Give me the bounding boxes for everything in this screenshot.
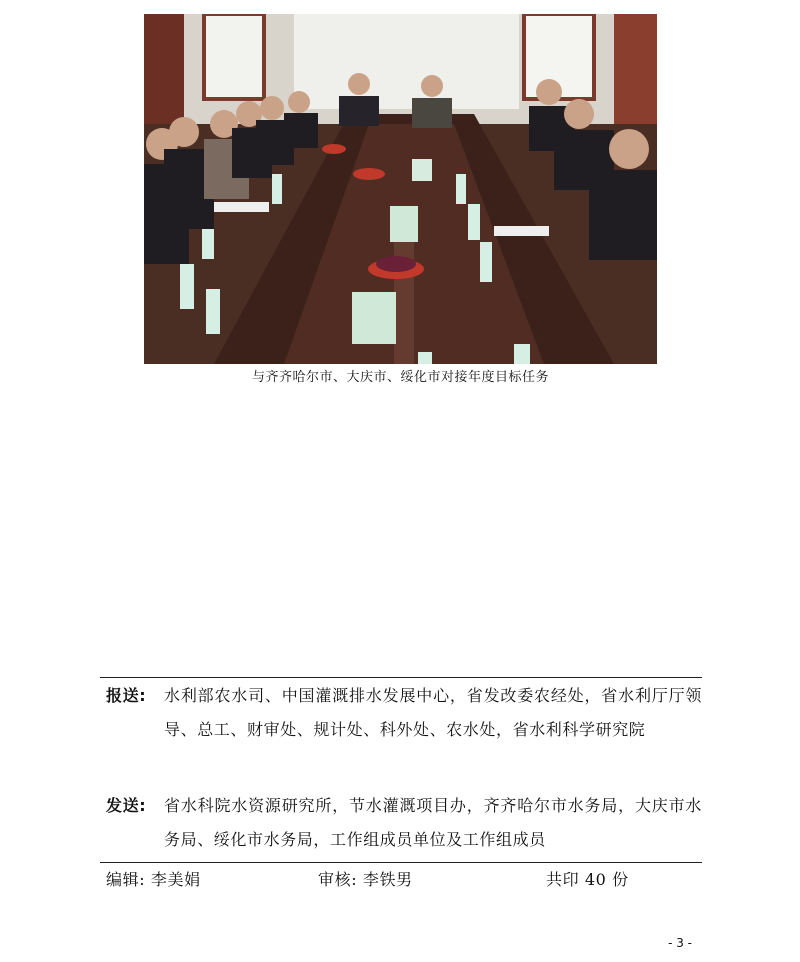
- top-divider: [100, 677, 702, 678]
- send-to-recipients: 省水科院水资源研究所，节水灌溉项目办，齐齐哈尔市水务局，大庆市水务局、绥化市水务局，工作组成员单位及工作组成员: [164, 796, 702, 849]
- reviewer-credit: 审核: 李铁男: [318, 870, 413, 889]
- report-to-recipients: 水利部农水司、中国灌溉排水发展中心，省发改委农经处，省水利厅厅领导、总工、财审处、规计处、科外处、农水处，省水利科学研究院: [164, 686, 702, 739]
- meeting-photo: [144, 14, 657, 364]
- send-to-label: 发送:: [106, 796, 147, 815]
- report-to-section: [106, 679, 702, 747]
- send-to-section: [106, 789, 702, 857]
- footer-credits: [106, 866, 702, 894]
- meeting-photo-illustration: [144, 14, 657, 364]
- bottom-divider: [100, 862, 702, 863]
- report-to-label: 报送:: [106, 686, 147, 705]
- photo-caption: 与齐齐哈尔市、大庆市、绥化市对接年度目标任务: [251, 370, 549, 385]
- print-count: 共印 40 份: [546, 870, 629, 889]
- editor-credit: 编辑: 李美娟: [106, 870, 201, 889]
- page-number: - 3 -: [668, 936, 692, 950]
